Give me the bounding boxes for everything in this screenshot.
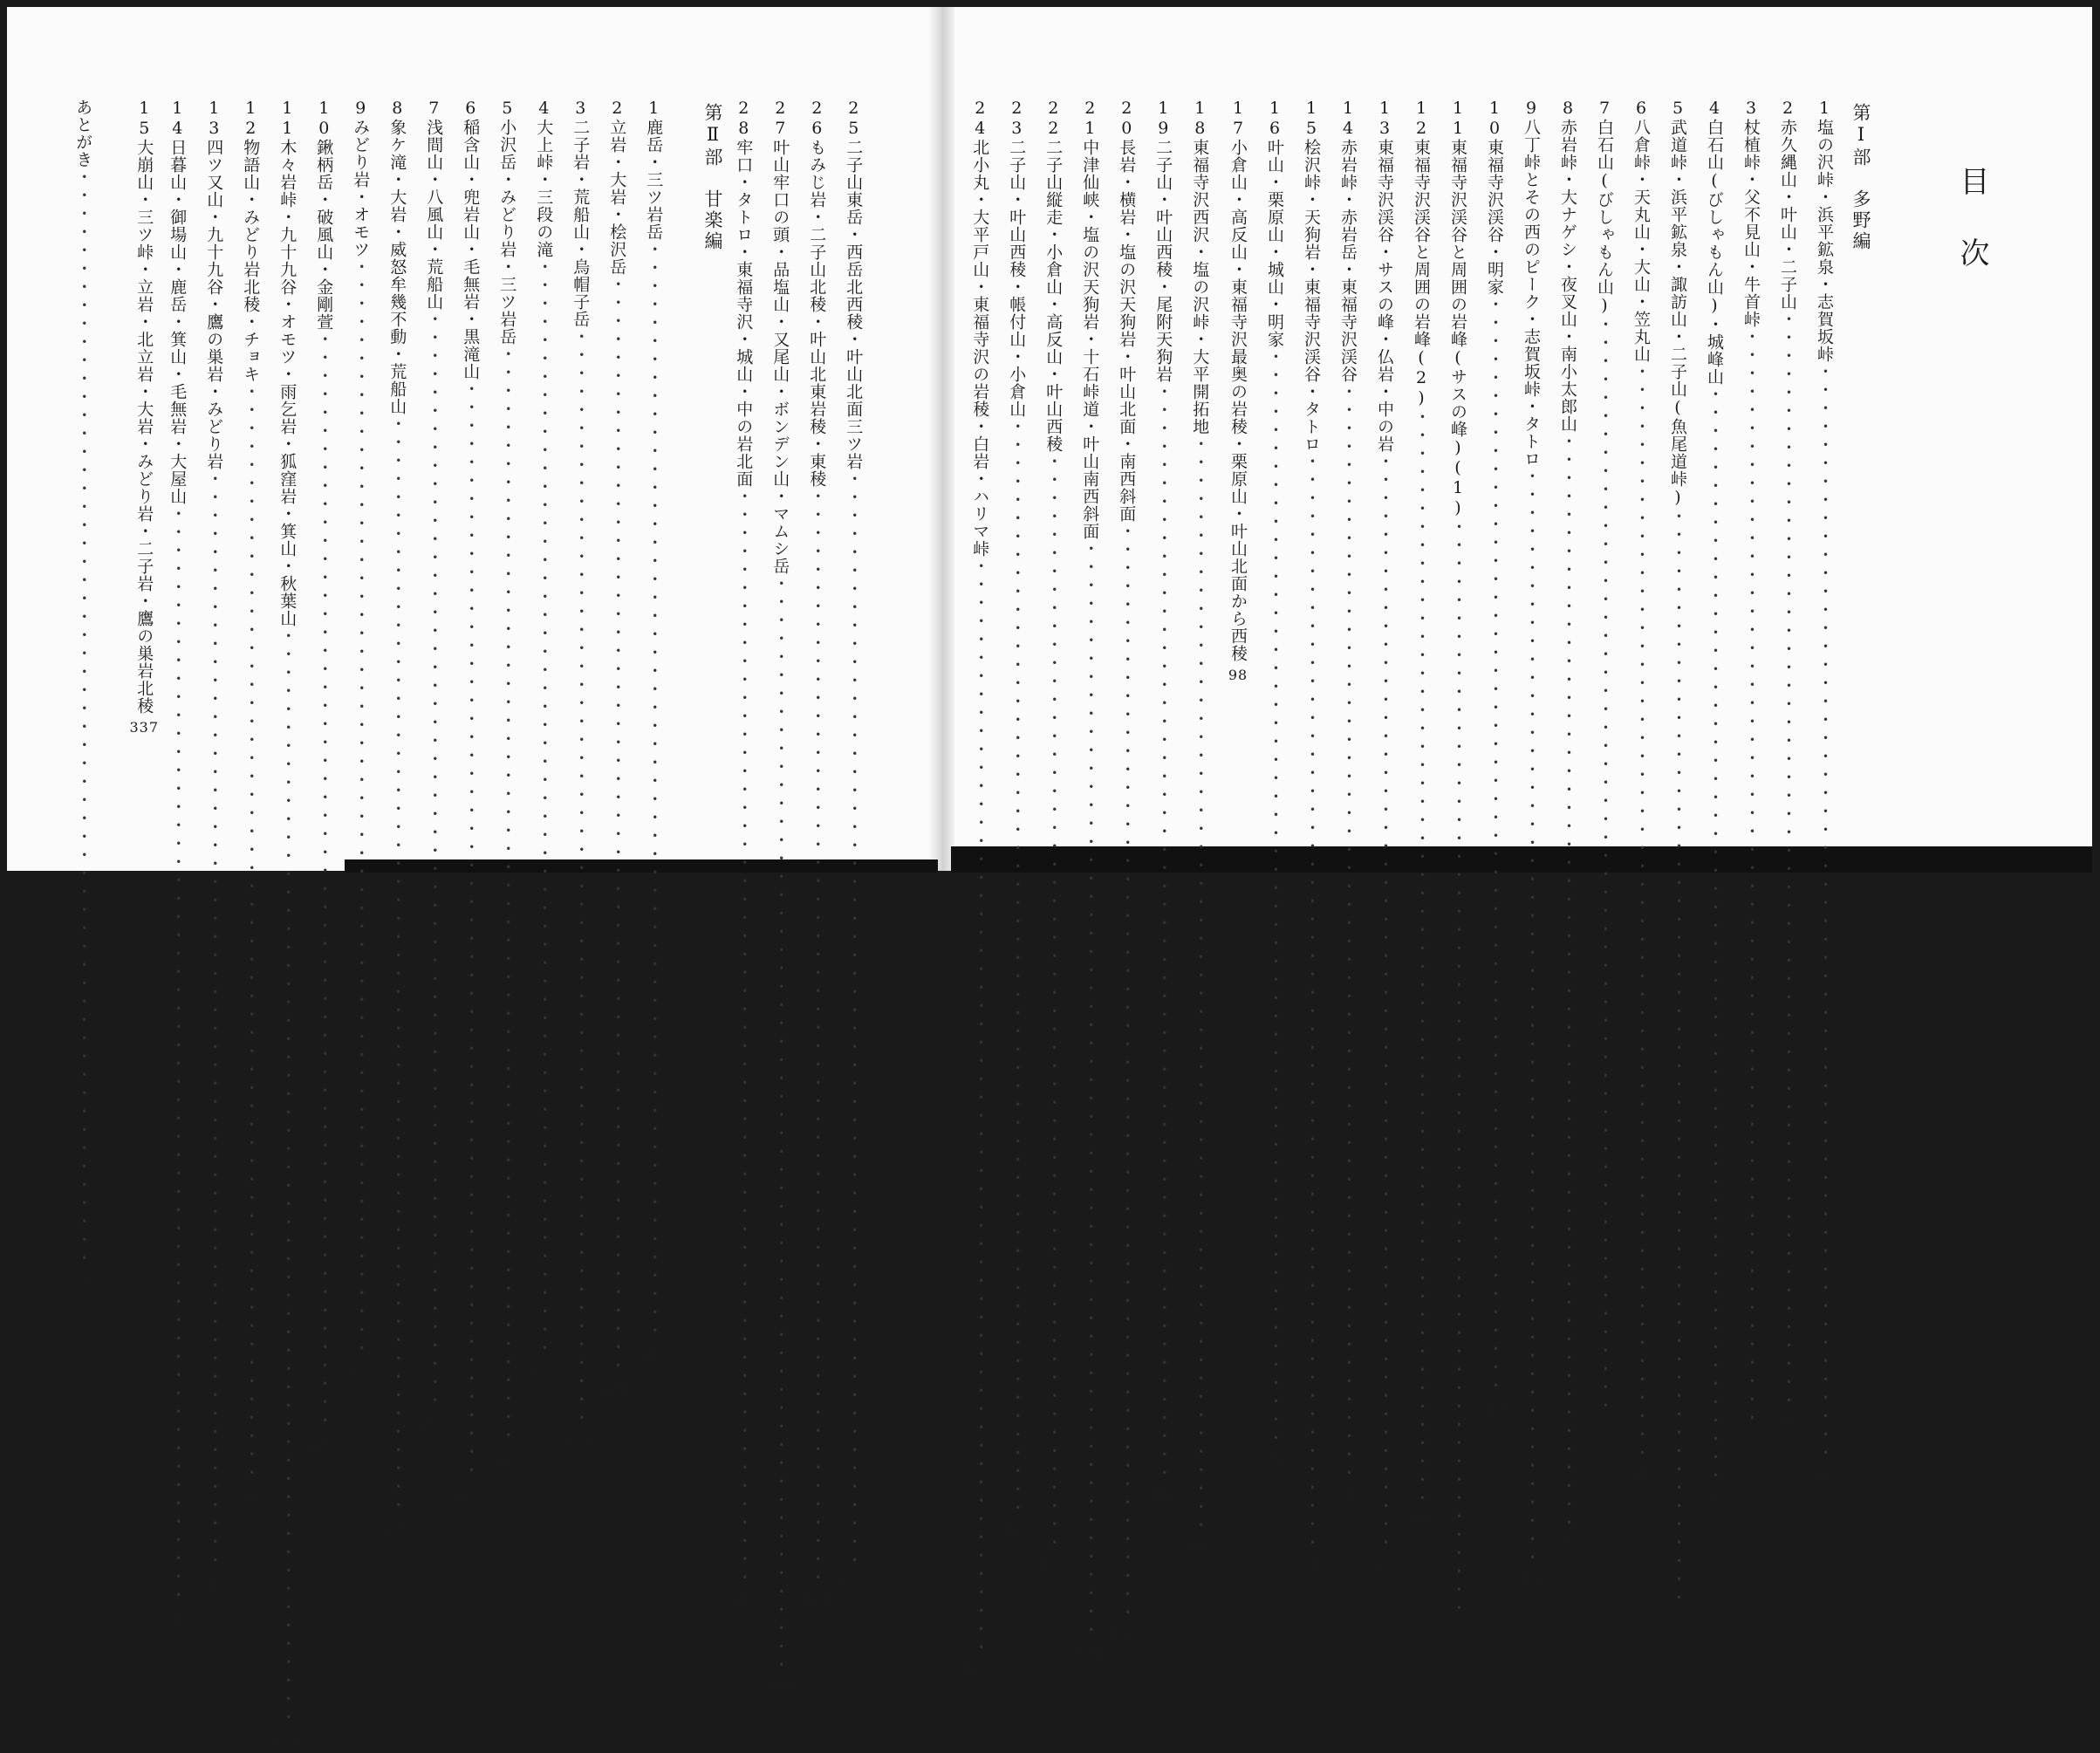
toc-entry-page — [1518, 1567, 1544, 1593]
toc-entry[interactable] — [162, 99, 192, 1626]
page-number: 67 — [1374, 1557, 1395, 1573]
toc-entry[interactable] — [1701, 99, 1727, 1506]
toc-entry-page — [272, 1727, 302, 1753]
leader-dots: ・・・・・・・・・・・・・・・・・・・・・・・・・・・・・・・・・・・・・・・・・・・・・・・・・・・・・・・・・・・・ — [1631, 363, 1651, 1462]
toc-entry-page — [345, 1358, 375, 1384]
toc-entry[interactable] — [1262, 99, 1288, 1469]
toc-entry-label: 13四ツ又山・九十九谷・鷹の巣岩・みどり岩 — [204, 99, 224, 470]
leader-dots: ・・・・・・・・・・・・・・・・・・・・・・・・・・・・・・・・・・・・・・・・・・・・・・・・・・・・・・・・・・・・ — [1265, 348, 1284, 1448]
toc-entry[interactable] — [602, 99, 632, 1396]
leader-dots: ・・・・・・・・・・・・・・・・・・・・・・・・・・・・・・・・・・・・・・・・・・・・・・・・・・・・・・・・・・・・ — [1485, 296, 1504, 1395]
toc-entry-label: 9八丁峠とその西のピーク・志賀坂峠・タトロ — [1522, 99, 1541, 468]
toc-entry-page — [1665, 1607, 1691, 1633]
leader-dots: ・・・・・・・・・・・・・・・・・・・・・・・・・・・・・・・・・・・・・・・・・・・・・・・・・・・・・・・・・・・・ — [314, 331, 334, 1430]
leader-dots: ・・・・・・・・・・・・・・・・・・・・・・・・・・・・・・・・・・・・・・・・・・・・・・・・・・・・・・・・・・・・ — [734, 488, 754, 1587]
toc-entry-label: 1塩の沢峠・浜平鉱泉・志賀坂峠 — [1815, 99, 1834, 363]
leader-dots: ・・・・・・・・・・・・・・・・・・・・・・・・・・・・・・・・・・・・・・・・・・・・・・・・・・・・・・・・・・・・ — [204, 470, 224, 1570]
toc-entry-label: 12物語山・みどり岩北稜・チョキ — [241, 99, 261, 383]
leader-dots: ・・・・・・・・・・・・・・・・・・・・・・・・・・・・・・・・・・・・・・・・・・・・・・・・・・・・・・・・・・・・ — [1558, 433, 1577, 1532]
toc-entry-page — [162, 1605, 192, 1631]
toc-entry-page — [802, 1587, 831, 1613]
page-number: 137 — [1038, 1557, 1068, 1573]
toc-entry-page — [1002, 1517, 1031, 1544]
leader-dots: ・・・・・・・・・・・・・・・・・・・・・・・・・・・・・・・・・・・・・・・・・・・・・・・・・・・・・・・・・・・・ — [73, 168, 93, 1268]
leader-dots: ・・・・・・・・・・・・・・・・・・・・・・・・・・・・・・・・・・・・・・・・・・・・・・・・・・・・・・・・・・・・ — [1302, 453, 1321, 1552]
toc-entry-page — [382, 1515, 412, 1541]
page-number: 245 — [529, 1362, 558, 1379]
toc-entry-label: 6八倉峠・天丸山・大山・笠丸山 — [1631, 99, 1651, 363]
page-number: 132 — [1075, 1644, 1105, 1661]
leader-dots: ・・・・・・・・・・・・・・・・・・・・・・・・・・・・・・・・・・・・・・・・・・・・・・・・・・・・・・・・・・・・ — [1778, 311, 1797, 1410]
page-number: 300 — [236, 1487, 265, 1503]
toc-entry[interactable] — [1775, 99, 1801, 1431]
leader-dots: ・・・・・・・・・・・・・・・・・・・・・・・・・・・・・・・・・・・・・・・・・・・・・・・・・・・・・・・・・・・・ — [1007, 418, 1027, 1517]
toc-entry-page — [1038, 1552, 1068, 1578]
toc-entry-page — [565, 1428, 595, 1454]
toc-entry[interactable] — [345, 99, 375, 1379]
page-number: 357 — [68, 1272, 98, 1289]
page-number: 24 — [1631, 1467, 1652, 1483]
toc-entry-page — [838, 1570, 868, 1596]
toc-entry-label: 2赤久縄山・叶山・二子山 — [1778, 99, 1797, 311]
toc-entry[interactable] — [1075, 99, 1105, 1661]
page-number: 230 — [639, 1345, 668, 1361]
page-number: 285 — [309, 1435, 339, 1451]
toc-entry-label: 11木々岩峠・九十九谷・オモツ・雨乞岩・狐窪岩・箕山・秋葉山 — [277, 99, 298, 627]
toc-entry[interactable] — [68, 99, 98, 1289]
toc-entry[interactable] — [492, 99, 522, 1466]
toc-entry-label: 8象ケ滝・大岩・威怒牟幾不動・荒船山 — [387, 99, 407, 415]
toc-entry[interactable] — [1148, 99, 1178, 1503]
leader-dots: ・・・・・・・・・・・・・・・・・・・・・・・・・・・・・・・・・・・・・・・・・・・・・・・・・・・・・・・・・・・・ — [970, 558, 990, 1657]
toc-entry-page — [639, 1340, 668, 1366]
toc-entry[interactable] — [236, 99, 265, 1503]
toc-entry-label: 4白石山(びしゃもん山)・城峰山 — [1705, 99, 1724, 386]
toc-entry[interactable] — [199, 99, 229, 1591]
page-number: 42 — [1521, 1572, 1542, 1588]
toc-entry-page — [1628, 1462, 1654, 1489]
toc-entry[interactable] — [802, 99, 831, 1608]
page-number: 53 — [1447, 1622, 1468, 1639]
leader-dots: ・・・・・・・・・・・・・・・・・・・・・・・・・・・・・・・・・・・・・・・・・・・・・・・・・・・・・・・・・・・・ — [571, 328, 591, 1428]
leader-dots: ・・・・・・・・・・・・・・・・・・・・・・・・・・・・・・・・・・・・・・・・・・・・・・・・・・・・・・・・・・・・ — [497, 346, 517, 1445]
toc-entry-label: 10鍬柄岳・破風山・金剛萱 — [314, 99, 334, 331]
toc-entry-label: 24北小丸・大平戸山・東福寺沢の岩稜・白岩・ハリマ峠 — [970, 99, 990, 558]
toc-entry-page — [419, 1410, 448, 1436]
leader-dots: ・・・・・・・・・・・・・・・・・・・・・・・・・・・・・・・・・・・・・・・・・・・・・・・・・・・・・・・・・・・・ — [351, 258, 371, 1358]
leader-dots: ・・・・・・・・・・・・・・・・・・・・・・・・・・・・・・・・・・・・・・・・・・・・・・・・・・・・・・・・・・・・ — [1043, 453, 1064, 1552]
toc-entry[interactable] — [1445, 99, 1471, 1639]
leader-dots: ・・・・・・・・・・・・・・・・・・・・・・・・・・・・・・・・・・・・・・・・・・・・・・・・・・・・・・・・・・・・ — [1522, 468, 1541, 1567]
toc-entry[interactable] — [1481, 99, 1508, 1416]
toc-entry-label: 5武道峠・浜平鉱泉・諏訪山・二子山(魚尾道峠) — [1668, 99, 1687, 508]
page-number: 310 — [199, 1574, 229, 1591]
toc-entry-page — [236, 1483, 265, 1509]
toc-entry-page — [492, 1445, 522, 1471]
leader-dots: ・・・・・・・・・・・・・・・・・・・・・・・・・・・・・・・・・・・・・・・・・・・・・・・・・・・・・・・・・・・・ — [1375, 453, 1394, 1552]
page-number: 49 — [1484, 1400, 1505, 1416]
toc-entry-page — [1298, 1552, 1324, 1578]
leader-dots: ・・・・・・・・・・・・・・・・・・・・・・・・・・・・・・・・・・・・・・・・・・・・・・・・・・・・・・・・・・・・ — [424, 311, 444, 1410]
toc-entry[interactable] — [1555, 99, 1581, 1553]
leader-dots: ・・・・・・・・・・・・・・・・・・・・・・・・・・・・・・・・・・・・・・・・・・・・・・・・・・・・・・・・・・・・ — [461, 380, 481, 1480]
page-number: 270 — [382, 1519, 412, 1536]
page-title: 目次 — [1954, 166, 1989, 309]
leader-dots: ・・・・・・・・・・・・・・・・・・・・・・・・・・・・・・・・・・・・・・・・・・・・・・・・・・・・・・・・・・・・ — [1412, 408, 1431, 1508]
page-number: 108 — [1185, 1539, 1214, 1556]
toc-entry[interactable] — [1628, 99, 1654, 1483]
leader-dots: ・・・・・・・・・・・・・・・・・・・・・・・・・・・・・・・・・・・・・・・・・・・・・・・・・・・・・・・・・・・・ — [1338, 383, 1358, 1483]
leader-dots: ・・・・・・・・・・・・・・・・・・・・・・・・・・・・・・・・・・・・・・・・・・・・・・・・・・・・・・・・・・・・ — [277, 627, 298, 1727]
toc-entry[interactable] — [1225, 99, 1251, 683]
toc-entry-label: 18東福寺沢西沢・塩の沢峠・大平開拓地 — [1190, 99, 1210, 435]
leader-dots: ・・・・・・・・・・・・・・・・・・・・・・・・・・・・・・・・・・・・・・・・・・・・・・・・・・・・・・・・・・・・ — [1741, 328, 1761, 1428]
page-number: 35 — [1557, 1537, 1578, 1553]
toc-entry-label: 10東福寺沢渓谷・明家 — [1485, 99, 1504, 296]
toc-entry[interactable] — [529, 99, 558, 1379]
page-number: 249 — [492, 1449, 522, 1466]
toc-entry-label: 7浅間山・八風山・荒船山 — [424, 99, 444, 311]
toc-entry-label: 3杖植峠・父不見山・牛首峠 — [1741, 99, 1761, 328]
toc-entry-page — [1591, 1415, 1618, 1441]
leader-dots: ・・・・・・・・・・・・・・・・・・・・・・・・・・・・・・・・・・・・・・・・・・・・・・・・・・・・・・・・・・・・ — [1448, 518, 1467, 1618]
toc-entry[interactable] — [1591, 99, 1618, 1436]
page-number: 60 — [1411, 1512, 1432, 1529]
toc-entry[interactable] — [1371, 99, 1398, 1573]
toc-entry[interactable] — [272, 99, 302, 1748]
part1-title: 第Ⅰ部 多野編 — [1850, 103, 1871, 252]
page-number: 213 — [729, 1592, 758, 1608]
toc-entry[interactable] — [1002, 99, 1031, 1538]
leader-dots: ・・・・・・・・・・・・・・・・・・・・・・・・・・・・・・・・・・・・・・・・・・・・・・・・・・・・・・・・・・・・ — [534, 258, 554, 1358]
page-number: 193 — [765, 1679, 795, 1695]
page-number: 239 — [565, 1432, 595, 1448]
page-number: 74 — [1337, 1487, 1358, 1503]
leader-dots: ・・・・・・・・・・・・・・・・・・・・・・・・・・・・・・・・・・・・・・・・・・・・・・・・・・・・・・・・・・・・ — [1190, 435, 1210, 1535]
page-number: 175 — [838, 1574, 868, 1591]
toc-entry-page — [1445, 1618, 1471, 1644]
toc-entry-page — [1701, 1485, 1727, 1511]
toc-entry[interactable] — [1665, 99, 1691, 1628]
toc-entry-label: 15大崩山・三ツ峠・立岩・北立岩・大岩・みどり岩・二子岩・鷹の巣岩北稜 — [134, 99, 154, 715]
toc-entry-page — [199, 1570, 229, 1596]
toc-entry-label: 14日暮山・御場山・鹿岳・箕山・毛無岩・大屋山 — [168, 99, 188, 505]
toc-entry-page — [129, 715, 159, 741]
toc-entry-label: 22二子山縦走・小倉山・高反山・叶山西稜 — [1043, 99, 1064, 453]
toc-entry[interactable] — [1335, 99, 1361, 1503]
page-number: 82 — [1301, 1557, 1322, 1573]
toc-entry-page — [965, 1657, 995, 1683]
toc-entry-page — [765, 1674, 795, 1701]
book-gutter — [928, 7, 954, 871]
toc-entry[interactable] — [765, 99, 795, 1695]
page-number: 161 — [965, 1661, 995, 1678]
toc-entry[interactable] — [565, 99, 595, 1448]
toc-entry-label: 19二子山・叶山西稜・尾附天狗岩 — [1153, 99, 1173, 383]
part2-title: 第Ⅱ部 甘楽編 — [702, 103, 723, 252]
leader-dots: ・・・・・・・・・・・・・・・・・・・・・・・・・・・・・・・・・・・・・・・・・・・・・・・・・・・・・・・・・・・・ — [644, 241, 664, 1340]
page-number: 18 — [1667, 1612, 1688, 1628]
toc-entry-label: 13東福寺沢渓谷・サスの峰・仏岩・中の岩 — [1375, 99, 1394, 453]
toc-entry-page — [455, 1480, 485, 1506]
page-number: 290 — [272, 1731, 302, 1748]
leader-dots: ・・・・・・・・・・・・・・・・・・・・・・・・・・・・・・・・・・・・・・・・・・・・・・・・・・・・・・・・・・・・ — [1705, 386, 1724, 1485]
toc-entry-label: あとがき — [73, 99, 93, 168]
toc-entry-label: 4大上峠・三段の滝 — [534, 99, 554, 258]
toc-entry-page — [1738, 1428, 1764, 1454]
toc-entry-page — [729, 1587, 758, 1613]
toc-entry-label: 21中津仙峡・塩の沢天狗岩・十石峠道・叶山南西斜面 — [1080, 99, 1100, 540]
toc-entry-label: 11東福寺沢渓谷と周囲の岩峰(サスの峰)(1) — [1448, 99, 1467, 518]
toc-entry-page — [1481, 1395, 1508, 1421]
toc-entry[interactable] — [1112, 99, 1141, 1643]
toc-entry-label: 8赤岩峠・大ナゲシ・夜叉山・南小太郎山 — [1558, 99, 1577, 433]
page-number: 257 — [455, 1484, 485, 1501]
toc-entry[interactable] — [129, 99, 159, 736]
leader-dots: ・・・・・・・・・・・・・・・・・・・・・・・・・・・・・・・・・・・・・・・・・・・・・・・・・・・・・・・・・・・・ — [607, 276, 627, 1375]
toc-entry-page — [68, 1268, 98, 1294]
toc-entry-page — [1262, 1448, 1288, 1474]
page-number: 13 — [1741, 1432, 1761, 1448]
leader-dots: ・・・・・・・・・・・・・・・・・・・・・・・・・・・・・・・・・・・・・・・・・・・・・・・・・・・・・・・・・・・・ — [1595, 316, 1614, 1415]
toc-entry[interactable] — [1811, 99, 1837, 1483]
toc-entry[interactable] — [382, 99, 412, 1536]
leader-dots: ・・・・・・・・・・・・・・・・・・・・・・・・・・・・・・・・・・・・・・・・・・・・・・・・・・・・・・・・・・・・ — [387, 415, 407, 1515]
toc-entry-page — [1075, 1640, 1105, 1666]
toc-entry-label: 12東福寺沢渓谷と周囲の岩峰(2) — [1412, 99, 1431, 408]
page-number: 234 — [602, 1380, 632, 1396]
toc-entry[interactable] — [455, 99, 485, 1501]
leader-dots: ・・・・・・・・・・・・・・・・・・・・・・・・・・・・・・・・・・・・・・・・・・・・・・・・・・・・・・・・・・・・ — [1668, 508, 1687, 1607]
page-number: 9 — [1782, 1414, 1793, 1431]
toc-entry-page — [1185, 1535, 1214, 1561]
toc-entry[interactable] — [1185, 99, 1214, 1556]
leader-dots: ・・・・・・・・・・・・・・・・・・・・・・・・・・・・・・・・・・・・・・・・・・・・・・・・・・・・・・・・・・・・ — [770, 575, 790, 1674]
toc-entry-page — [1555, 1532, 1581, 1558]
leader-dots: ・・・・・・・・・・・・・・・・・・・・・・・・・・・・・・・・・・・・・・・・・・・・・・・・・・・・・・・・・・・・ — [807, 488, 827, 1587]
page-number: 337 — [129, 719, 159, 736]
toc-entry[interactable] — [1038, 99, 1068, 1573]
toc-entry-page — [309, 1430, 339, 1456]
page-number: 31 — [1594, 1420, 1615, 1436]
leader-dots: ・・・・・・・・・・・・・・・・・・・・・・・・・・・・・・・・・・・・・・・・・・・・・・・・・・・・・・・・・・・・ — [1153, 383, 1173, 1483]
toc-entry-page — [1148, 1483, 1178, 1509]
toc-entry-label: 9みどり岩・オモツ — [351, 99, 371, 258]
page-number: 121 — [1112, 1626, 1141, 1643]
toc-entry-label: 28牢口・タトロ・東福寺沢・城山・中の岩北面 — [734, 99, 754, 488]
leader-dots: ・・・・・・・・・・・・・・・・・・・・・・・・・・・・・・・・・・・・・・・・・・・・・・・・・・・・・・・・・・・・ — [168, 505, 188, 1605]
toc-entry-page — [529, 1358, 558, 1384]
toc-entry[interactable] — [309, 99, 339, 1451]
leader-dots: ・・・・・・・・・・・・・・・・・・・・・・・・・・・・・・・・・・・・・・・・・・・・・・・・・・・・・・・・・・・・ — [1815, 363, 1834, 1462]
page-number: 16 — [1704, 1489, 1725, 1506]
toc-entry-label: 2立岩・大岩・桧沢岳 — [607, 99, 627, 276]
toc-entry[interactable] — [1518, 99, 1544, 1588]
toc-entry-label: 23二子山・叶山西稜・帳付山・小倉山 — [1007, 99, 1027, 418]
toc-entry-label: 26もみじ岩・二子山北稜・叶山北東岩稜・東稜 — [807, 99, 827, 488]
toc-entry-page — [1811, 1462, 1837, 1489]
toc-entry[interactable] — [1738, 99, 1764, 1448]
toc-entry-label: 5小沢岳・みどり岩・三ツ岩岳 — [497, 99, 517, 346]
page-number: 184 — [802, 1592, 831, 1608]
leader-dots: ・・・・・・・・・・・・・・・・・・・・・・・・・・・・・・・・・・・・・・・・・・・・・・・・・・・・・・・・・・・・ — [241, 383, 261, 1483]
page-number: 265 — [419, 1414, 448, 1431]
leader-dots: ・・・・・・・・・・・・・・・・・・・・・・・・・・・・・・・・・・・・・・・・・・・・・・・・・・・・・・・・・・・・ — [844, 470, 864, 1570]
toc-entry-page — [1408, 1508, 1434, 1534]
toc-entry[interactable] — [419, 99, 448, 1431]
toc-entry-label: 25二子山東岳・西岳北西稜・叶山北面三ツ岩 — [844, 99, 864, 470]
page-number: 116 — [1148, 1487, 1178, 1503]
page-number: 6 — [1819, 1467, 1830, 1483]
toc-entry-label: 27叶山牢口の頭・品塩山・又尾山・ボンデン山・マムシ岳 — [770, 99, 790, 575]
toc-entry-page — [1335, 1483, 1361, 1509]
page-number: 89 — [1264, 1452, 1285, 1469]
toc-entry[interactable] — [838, 99, 868, 1591]
toc-entry-label: 17小倉山・高反山・東福寺沢最奥の岩稜・栗原山・叶山北面から西稜 — [1228, 99, 1248, 662]
toc-entry-label: 20長岩・横岩・塩の沢天狗岩・叶山北面・南西斜面 — [1117, 99, 1137, 523]
toc-entry-label: 16叶山・栗原山・城山・明家 — [1265, 99, 1284, 348]
page-number: 319 — [162, 1609, 192, 1626]
toc-entry-label: 15桧沢峠・天狗岩・東福寺沢渓谷・タトロ — [1302, 99, 1321, 453]
toc-entry-page — [602, 1375, 632, 1401]
toc-entry[interactable] — [965, 99, 995, 1678]
leader-dots: ・・・・・・・・・・・・・・・・・・・・・・・・・・・・・・・・・・・・・・・・・・・・・・・・・・・・・・・・・・・・ — [1117, 523, 1137, 1622]
toc-entry-label: 6稲含山・兜岩山・毛無岩・黒滝山 — [461, 99, 481, 380]
toc-entry[interactable] — [639, 99, 668, 1361]
toc-entry-label: 1鹿岳・三ツ岩岳 — [644, 99, 664, 241]
page-number: 98 — [1228, 667, 1248, 683]
page-number: 278 — [345, 1362, 375, 1379]
toc-entry[interactable] — [1298, 99, 1324, 1573]
toc-entry-label: 7白石山(びしゃもん山) — [1595, 99, 1614, 316]
page-number: 149 — [1002, 1522, 1031, 1538]
toc-entry[interactable] — [1408, 99, 1434, 1529]
toc-entry-page — [1112, 1622, 1141, 1648]
toc-entry-page — [1775, 1410, 1801, 1436]
toc-entry-page — [1371, 1552, 1398, 1578]
leader-dots: ・・・・・・・・・・・・・・・・・・・・・・・・・・・・・・・・・・・・・・・・・・・・・・・・・・・・・・・・・・・・ — [1080, 540, 1100, 1640]
toc-entry[interactable] — [729, 99, 758, 1608]
toc-entry-page — [1225, 662, 1251, 688]
toc-entry-label: 3二子岩・荒船山・烏帽子岳 — [571, 99, 591, 328]
toc-entry-label: 14赤岩峠・赤岩岳・東福寺沢渓谷 — [1338, 99, 1358, 383]
